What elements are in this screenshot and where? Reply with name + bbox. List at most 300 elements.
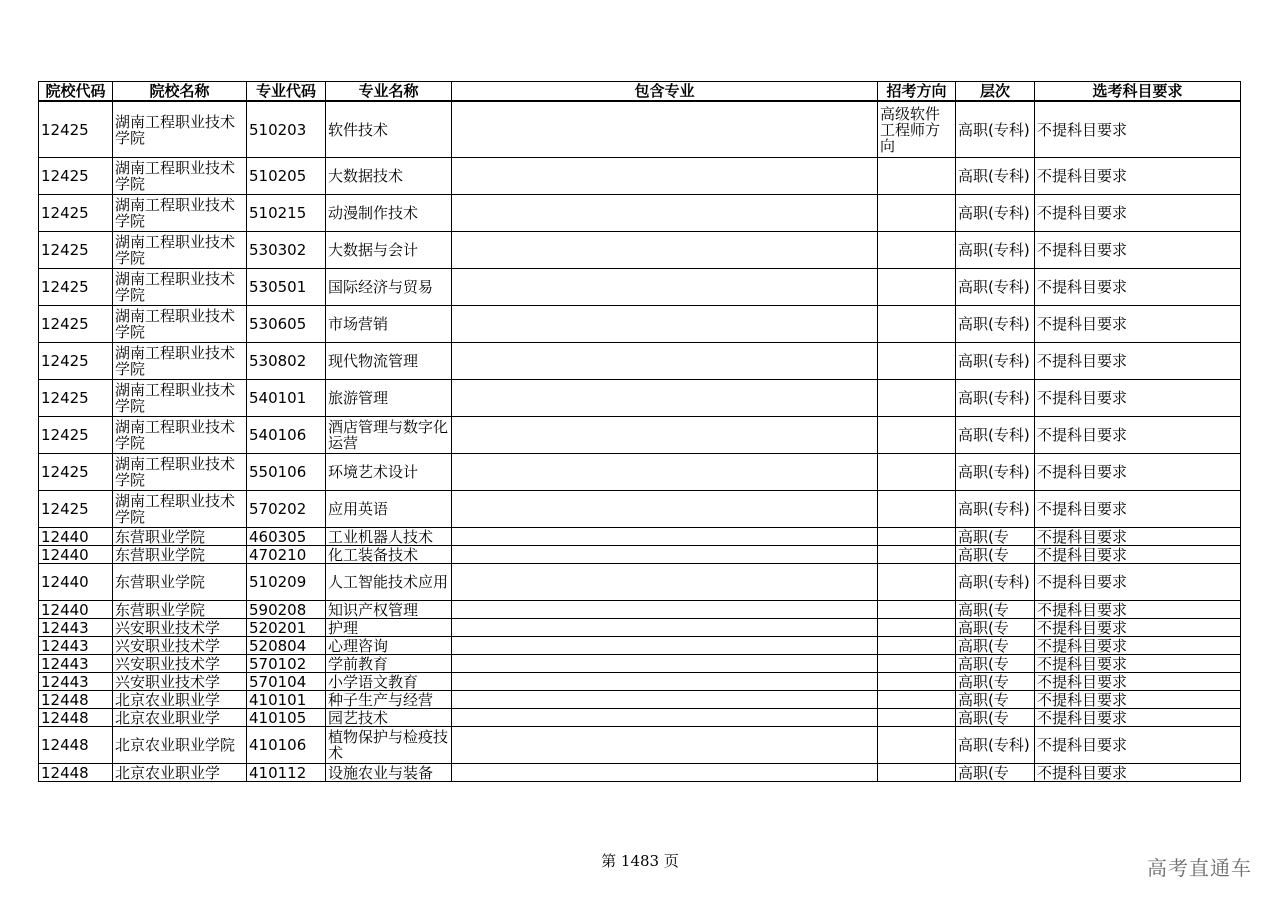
major-name-text: 种子生产与经营	[328, 691, 434, 708]
included-majors-cell	[452, 269, 878, 306]
header-direction: 招考方向	[878, 82, 956, 102]
school-code-cell	[39, 727, 113, 764]
school-name-cell	[113, 269, 247, 306]
direction-cell	[878, 306, 956, 343]
school-code-text: 12425	[41, 315, 89, 333]
header-major-name: 专业名称	[326, 82, 452, 102]
major-code-cell	[247, 673, 326, 691]
subject-requirement-text: 不提科目要求	[1037, 463, 1128, 481]
major-code-cell	[247, 158, 326, 195]
included-majors-cell	[452, 546, 878, 564]
school-name-text: 北京农业职业学	[115, 764, 221, 781]
major-name-cell	[326, 528, 452, 546]
level-cell	[956, 343, 1035, 380]
level-text: 高职(专科)	[958, 167, 1030, 185]
major-name-text: 国际经济与贸易	[328, 278, 434, 296]
direction-cell	[878, 546, 956, 564]
school-name-text: 东营职业学院	[115, 546, 206, 563]
major-code-text: 520804	[249, 637, 307, 654]
admissions-table	[38, 81, 1241, 782]
page-number: 第 1483 页	[601, 852, 679, 870]
header-subject-requirement: 选考科目要求	[1035, 82, 1241, 102]
school-code-text: 12425	[41, 500, 89, 518]
table-row	[39, 546, 1241, 564]
school-name-cell	[113, 380, 247, 417]
school-code-cell	[39, 380, 113, 417]
school-name-text: 湖南工程职业技术学院	[115, 112, 236, 147]
included-majors-cell	[452, 491, 878, 528]
major-name-cell	[326, 269, 452, 306]
header-major-code: 专业代码	[247, 82, 326, 102]
subject-requirement-text: 不提科目要求	[1037, 709, 1128, 726]
level-cell	[956, 655, 1035, 673]
school-name-cell	[113, 727, 247, 764]
school-name-text: 湖南工程职业技术学院	[115, 492, 236, 526]
level-cell	[956, 764, 1035, 782]
school-code-cell	[39, 491, 113, 528]
major-name-text: 工业机器人技术	[328, 528, 434, 545]
school-name-text: 东营职业学院	[115, 601, 206, 618]
major-code-cell	[247, 417, 326, 454]
level-text: 高职(专科)	[958, 315, 1030, 333]
major-code-text: 410106	[249, 736, 307, 754]
major-name-cell	[326, 691, 452, 709]
school-name-cell	[113, 601, 247, 619]
major-code-text: 550106	[249, 463, 307, 481]
subject-requirement-text: 不提科目要求	[1037, 315, 1128, 333]
major-code-cell	[247, 637, 326, 655]
included-majors-cell	[452, 673, 878, 691]
major-code-text: 460305	[249, 528, 307, 545]
school-name-cell	[113, 306, 247, 343]
level-text: 高职(专科)	[958, 736, 1030, 754]
included-majors-cell	[452, 232, 878, 269]
header-level: 层次	[956, 82, 1035, 102]
school-name-cell	[113, 101, 247, 158]
subject-requirement-text: 不提科目要求	[1037, 736, 1128, 754]
direction-cell	[878, 655, 956, 673]
direction-text: 高级软件工程师方向	[880, 104, 941, 155]
included-majors-cell	[452, 343, 878, 380]
level-text: 高职(专科)	[958, 278, 1030, 296]
included-majors-cell	[452, 417, 878, 454]
subject-requirement-text: 不提科目要求	[1037, 764, 1128, 781]
major-code-cell	[247, 306, 326, 343]
school-name-cell	[113, 764, 247, 782]
school-code-text: 12440	[41, 601, 89, 618]
major-name-text: 市场营销	[328, 315, 389, 333]
school-code-text: 12443	[41, 619, 89, 636]
school-code-text: 12440	[41, 573, 89, 591]
major-name-cell	[326, 546, 452, 564]
major-code-text: 540106	[249, 426, 307, 444]
subject-requirement-text: 不提科目要求	[1037, 500, 1128, 518]
subject-requirement-cell	[1035, 673, 1241, 691]
subject-requirement-cell	[1035, 764, 1241, 782]
direction-cell	[878, 380, 956, 417]
level-cell	[956, 454, 1035, 491]
subject-requirement-cell	[1035, 637, 1241, 655]
subject-requirement-text: 不提科目要求	[1037, 655, 1128, 672]
major-name-cell	[326, 306, 452, 343]
subject-requirement-cell	[1035, 564, 1241, 601]
table-row	[39, 454, 1241, 491]
school-code-text: 12425	[41, 120, 89, 139]
major-code-text: 520201	[249, 619, 307, 636]
table-body	[39, 101, 1241, 782]
table-row	[39, 564, 1241, 601]
major-code-text: 590208	[249, 601, 307, 618]
school-name-cell	[113, 232, 247, 269]
subject-requirement-cell	[1035, 343, 1241, 380]
level-text: 高职(专	[958, 691, 1009, 708]
school-name-cell	[113, 673, 247, 691]
school-code-text: 12448	[41, 709, 89, 726]
subject-requirement-cell	[1035, 709, 1241, 727]
level-cell	[956, 691, 1035, 709]
subject-requirement-cell	[1035, 454, 1241, 491]
subject-requirement-text: 不提科目要求	[1037, 601, 1128, 618]
school-name-cell	[113, 637, 247, 655]
direction-cell	[878, 269, 956, 306]
school-name-cell	[113, 195, 247, 232]
school-name-text: 北京农业职业学院	[115, 736, 236, 754]
school-code-text: 12425	[41, 352, 89, 370]
level-text: 高职(专	[958, 528, 1009, 545]
table-row	[39, 417, 1241, 454]
school-name-text: 兴安职业技术学	[115, 619, 221, 636]
major-name-text: 环境艺术设计	[328, 463, 419, 481]
school-name-cell	[113, 158, 247, 195]
school-name-text: 兴安职业技术学	[115, 637, 221, 654]
level-cell	[956, 528, 1035, 546]
subject-requirement-cell	[1035, 158, 1241, 195]
level-text: 高职(专	[958, 764, 1009, 781]
included-majors-cell	[452, 727, 878, 764]
school-name-text: 湖南工程职业技术学院	[115, 418, 236, 452]
level-text: 高职(专	[958, 601, 1009, 618]
major-code-cell	[247, 491, 326, 528]
school-code-text: 12443	[41, 637, 89, 654]
included-majors-cell	[452, 158, 878, 195]
major-name-text: 大数据与会计	[328, 241, 419, 259]
major-code-cell	[247, 709, 326, 727]
watermark-text: 高考直通车	[1147, 856, 1252, 880]
major-code-text: 510205	[249, 167, 307, 185]
major-code-cell	[247, 454, 326, 491]
major-code-text: 510209	[249, 573, 307, 591]
school-name-text: 湖南工程职业技术学院	[115, 270, 236, 304]
school-name-cell	[113, 491, 247, 528]
major-name-cell	[326, 673, 452, 691]
school-code-cell	[39, 564, 113, 601]
direction-cell	[878, 727, 956, 764]
table-row	[39, 232, 1241, 269]
direction-cell	[878, 417, 956, 454]
major-name-cell	[326, 619, 452, 637]
school-name-text: 湖南工程职业技术学院	[115, 381, 236, 415]
school-code-text: 12443	[41, 655, 89, 672]
subject-requirement-text: 不提科目要求	[1037, 204, 1128, 222]
school-code-text: 12443	[41, 673, 89, 690]
level-text: 高职(专科)	[958, 426, 1030, 444]
direction-cell	[878, 343, 956, 380]
level-text: 高职(专科)	[958, 573, 1030, 591]
major-name-cell	[326, 454, 452, 491]
school-code-text: 12425	[41, 389, 89, 407]
school-name-cell	[113, 528, 247, 546]
subject-requirement-cell	[1035, 306, 1241, 343]
major-code-cell	[247, 232, 326, 269]
level-cell	[956, 727, 1035, 764]
major-name-cell	[326, 727, 452, 764]
included-majors-cell	[452, 601, 878, 619]
major-code-cell	[247, 269, 326, 306]
included-majors-cell	[452, 306, 878, 343]
school-name-cell	[113, 709, 247, 727]
major-code-text: 410101	[249, 691, 307, 708]
major-name-text: 学前教育	[328, 655, 389, 672]
major-name-cell	[326, 232, 452, 269]
direction-cell	[878, 195, 956, 232]
school-code-text: 12448	[41, 736, 89, 754]
subject-requirement-cell	[1035, 691, 1241, 709]
major-code-cell	[247, 764, 326, 782]
major-code-cell	[247, 564, 326, 601]
subject-requirement-cell	[1035, 655, 1241, 673]
school-code-text: 12440	[41, 546, 89, 563]
school-name-cell	[113, 417, 247, 454]
level-text: 高职(专科)	[958, 500, 1030, 518]
included-majors-cell	[452, 101, 878, 158]
major-code-text: 510203	[249, 120, 307, 139]
subject-requirement-text: 不提科目要求	[1037, 619, 1128, 636]
school-name-text: 湖南工程职业技术学院	[115, 159, 236, 193]
subject-requirement-text: 不提科目要求	[1037, 673, 1128, 690]
table-row	[39, 306, 1241, 343]
major-name-text: 旅游管理	[328, 389, 389, 407]
school-name-cell	[113, 691, 247, 709]
major-name-cell	[326, 158, 452, 195]
subject-requirement-cell	[1035, 417, 1241, 454]
header-school-name: 院校名称	[113, 82, 247, 102]
level-cell	[956, 491, 1035, 528]
major-name-cell	[326, 764, 452, 782]
subject-requirement-cell	[1035, 546, 1241, 564]
level-cell	[956, 546, 1035, 564]
table-row	[39, 619, 1241, 637]
school-name-text: 湖南工程职业技术学院	[115, 307, 236, 341]
school-code-text: 12425	[41, 204, 89, 222]
direction-cell	[878, 764, 956, 782]
subject-requirement-text: 不提科目要求	[1037, 389, 1128, 407]
major-name-cell	[326, 195, 452, 232]
level-cell	[956, 709, 1035, 727]
school-code-cell	[39, 601, 113, 619]
major-code-text: 410112	[249, 764, 307, 781]
school-code-text: 12425	[41, 167, 89, 185]
direction-cell	[878, 101, 956, 158]
major-name-text: 园艺技术	[328, 709, 389, 726]
school-code-cell	[39, 691, 113, 709]
level-cell	[956, 306, 1035, 343]
school-name-cell	[113, 546, 247, 564]
major-code-cell	[247, 727, 326, 764]
school-name-text: 湖南工程职业技术学院	[115, 233, 236, 267]
level-cell	[956, 601, 1035, 619]
school-name-text: 北京农业职业学	[115, 709, 221, 726]
school-code-cell	[39, 619, 113, 637]
school-code-cell	[39, 417, 113, 454]
direction-cell	[878, 673, 956, 691]
table-row	[39, 709, 1241, 727]
included-majors-cell	[452, 619, 878, 637]
level-cell	[956, 619, 1035, 637]
subject-requirement-text: 不提科目要求	[1037, 528, 1128, 545]
level-text: 高职(专科)	[958, 389, 1030, 407]
included-majors-cell	[452, 691, 878, 709]
direction-cell	[878, 158, 956, 195]
school-code-text: 12448	[41, 691, 89, 708]
direction-cell	[878, 619, 956, 637]
table-row	[39, 727, 1241, 764]
major-name-text: 知识产权管理	[328, 601, 419, 618]
school-name-cell	[113, 454, 247, 491]
included-majors-cell	[452, 195, 878, 232]
school-code-text: 12425	[41, 241, 89, 259]
major-code-cell	[247, 101, 326, 158]
subject-requirement-cell	[1035, 491, 1241, 528]
major-name-text: 动漫制作技术	[328, 204, 419, 222]
subject-requirement-cell	[1035, 232, 1241, 269]
major-code-cell	[247, 691, 326, 709]
subject-requirement-cell	[1035, 601, 1241, 619]
table-row	[39, 491, 1241, 528]
school-name-text: 东营职业学院	[115, 528, 206, 545]
major-code-text: 470210	[249, 546, 307, 563]
table-row	[39, 601, 1241, 619]
subject-requirement-text: 不提科目要求	[1037, 637, 1128, 654]
included-majors-cell	[452, 709, 878, 727]
major-code-cell	[247, 619, 326, 637]
level-cell	[956, 158, 1035, 195]
major-name-text: 心理咨询	[328, 637, 389, 654]
subject-requirement-cell	[1035, 528, 1241, 546]
level-text: 高职(专科)	[958, 241, 1030, 259]
major-name-text: 应用英语	[328, 500, 389, 518]
school-code-cell	[39, 709, 113, 727]
major-name-cell	[326, 491, 452, 528]
level-text: 高职(专	[958, 673, 1009, 690]
school-code-cell	[39, 655, 113, 673]
subject-requirement-text: 不提科目要求	[1037, 352, 1128, 370]
school-code-cell	[39, 546, 113, 564]
header-included-majors: 包含专业	[452, 82, 878, 102]
header-school-code: 院校代码	[39, 82, 113, 102]
included-majors-cell	[452, 637, 878, 655]
major-code-cell	[247, 343, 326, 380]
major-name-text: 小学语文教育	[328, 673, 419, 690]
level-cell	[956, 417, 1035, 454]
school-code-text: 12425	[41, 426, 89, 444]
direction-cell	[878, 232, 956, 269]
level-text: 高职(专	[958, 655, 1009, 672]
table-row	[39, 195, 1241, 232]
subject-requirement-cell	[1035, 195, 1241, 232]
level-text: 高职(专科)	[958, 352, 1030, 370]
school-name-text: 兴安职业技术学	[115, 673, 221, 690]
school-name-text: 东营职业学院	[115, 573, 206, 591]
school-code-cell	[39, 454, 113, 491]
school-code-cell	[39, 232, 113, 269]
level-text: 高职(专	[958, 546, 1009, 563]
major-code-text: 530605	[249, 315, 307, 333]
school-name-text: 兴安职业技术学	[115, 655, 221, 672]
school-code-cell	[39, 158, 113, 195]
level-text: 高职(专科)	[958, 463, 1030, 481]
major-name-text: 设施农业与装备	[328, 764, 434, 781]
included-majors-cell	[452, 655, 878, 673]
school-name-cell	[113, 564, 247, 601]
subject-requirement-text: 不提科目要求	[1037, 546, 1128, 563]
level-text: 高职(专	[958, 709, 1009, 726]
subject-requirement-text: 不提科目要求	[1037, 573, 1128, 591]
major-code-text: 540101	[249, 389, 307, 407]
major-name-text: 酒店管理与数字化运营	[328, 418, 449, 452]
table-row	[39, 269, 1241, 306]
school-code-cell	[39, 637, 113, 655]
major-name-cell	[326, 601, 452, 619]
level-text: 高职(专科)	[958, 120, 1030, 139]
school-code-text: 12448	[41, 764, 89, 781]
school-code-cell	[39, 528, 113, 546]
direction-cell	[878, 637, 956, 655]
table-row	[39, 528, 1241, 546]
school-code-cell	[39, 343, 113, 380]
major-code-text: 570102	[249, 655, 307, 672]
school-code-text: 12425	[41, 278, 89, 296]
major-name-cell	[326, 709, 452, 727]
table-header-row	[39, 82, 1241, 102]
table-row	[39, 380, 1241, 417]
subject-requirement-cell	[1035, 380, 1241, 417]
direction-cell	[878, 454, 956, 491]
major-name-cell	[326, 380, 452, 417]
table-row	[39, 158, 1241, 195]
school-name-cell	[113, 655, 247, 673]
subject-requirement-cell	[1035, 727, 1241, 764]
subject-requirement-cell	[1035, 101, 1241, 158]
major-code-cell	[247, 655, 326, 673]
major-code-text: 530802	[249, 352, 307, 370]
major-name-text: 化工装备技术	[328, 546, 419, 563]
level-cell	[956, 101, 1035, 158]
table-row	[39, 637, 1241, 655]
level-cell	[956, 637, 1035, 655]
major-code-text: 530302	[249, 241, 307, 259]
school-name-cell	[113, 619, 247, 637]
level-text: 高职(专	[958, 619, 1009, 636]
major-code-text: 530501	[249, 278, 307, 296]
level-cell	[956, 195, 1035, 232]
subject-requirement-text: 不提科目要求	[1037, 241, 1128, 259]
included-majors-cell	[452, 564, 878, 601]
major-name-text: 护理	[328, 619, 359, 636]
subject-requirement-cell	[1035, 619, 1241, 637]
major-code-cell	[247, 601, 326, 619]
school-code-cell	[39, 764, 113, 782]
direction-cell	[878, 528, 956, 546]
